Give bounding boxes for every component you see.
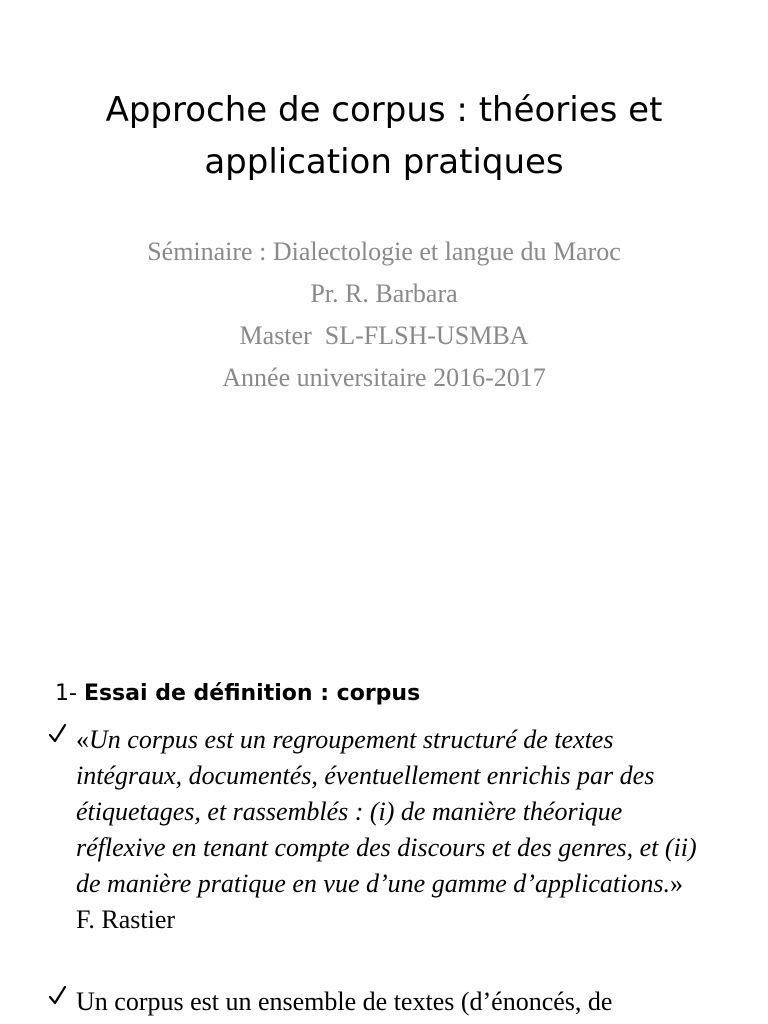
section-heading bbox=[55, 678, 420, 710]
master-line: Master SL-FLSH-USMBA bbox=[239, 321, 529, 350]
section-number: 1- bbox=[55, 681, 84, 706]
bullet-definition-ensemble bbox=[48, 984, 708, 1020]
checkmark-icon bbox=[48, 722, 68, 746]
section-title: Essai de définition : corpus bbox=[83, 681, 421, 706]
quote-attribution: F. Rastier bbox=[76, 905, 176, 934]
academic-year-line: Année universitaire 2016-2017 bbox=[222, 363, 546, 392]
checkmark-icon bbox=[48, 984, 68, 1008]
bullet-text bbox=[76, 722, 708, 938]
bullet-definition-rastier bbox=[48, 722, 708, 938]
close-quote: » bbox=[670, 869, 684, 898]
seminar-line: Séminaire : Dialectologie et langue du Maroc bbox=[147, 237, 621, 266]
open-quote: « bbox=[76, 725, 89, 754]
rastier-quote: Un corpus est un regroupement structuré de textes intégraux, documentés, éventuellement enrichis par des étiquetages, et rassemblés : (i) de manière théorique réflexive en tenant compte des discours et des genres, et (ii) de manière pratique en vue d’une gamme d’applications. bbox=[76, 725, 697, 898]
slide-title: Approche de corpus : théories et application pratiques bbox=[105, 90, 663, 182]
subtitle-block bbox=[120, 234, 648, 402]
professor-line: Pr. R. Barbara bbox=[310, 279, 458, 308]
bullet-text: Un corpus est un ensemble de textes (d’énoncés, de bbox=[76, 987, 613, 1016]
